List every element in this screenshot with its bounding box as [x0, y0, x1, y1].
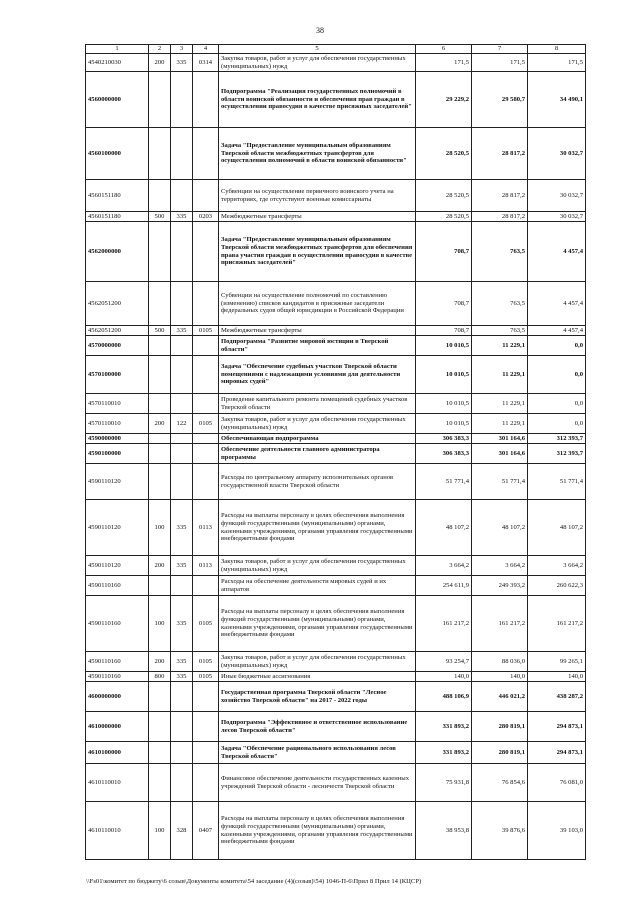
cell-col4: 0113	[193, 556, 219, 576]
cell-code: 4590110160	[86, 596, 149, 652]
cell-col3	[171, 764, 193, 802]
table-row	[86, 576, 586, 596]
cell-value-2: 29 580,7	[472, 72, 528, 128]
cell-value-2: 11 229,1	[472, 336, 528, 356]
table-row	[86, 414, 586, 434]
cell-col4: 0105	[193, 652, 219, 672]
cell-description: Задача "Обеспечение судебных участков Тверской области помещениями с надлежащими условиями для деятельности мировых судей"	[219, 356, 416, 394]
table-row	[86, 596, 586, 652]
header-cell: 8	[528, 45, 586, 54]
cell-value-2: 171,5	[472, 54, 528, 72]
cell-value-1: 75 931,8	[416, 764, 472, 802]
cell-value-2: 11 229,1	[472, 414, 528, 434]
cell-description: Государственная программа Тверской области "Лесное хозяйство Тверской области" на 2017 - 2022 годы	[219, 682, 416, 712]
cell-value-1: 10 010,5	[416, 336, 472, 356]
cell-value-2: 88 036,0	[472, 652, 528, 672]
cell-col2: 100	[149, 500, 171, 556]
cell-code: 4590100000	[86, 444, 149, 464]
cell-col4	[193, 336, 219, 356]
cell-col4	[193, 742, 219, 764]
cell-value-2: 51 771,4	[472, 464, 528, 500]
table-row	[86, 222, 586, 282]
cell-value-3: 312 393,7	[528, 434, 586, 444]
cell-description: Закупка товаров, работ и услуг для обеспечения государственных (муниципальных) нужд	[219, 556, 416, 576]
cell-code: 4562000000	[86, 222, 149, 282]
cell-col3	[171, 464, 193, 500]
table-row	[86, 556, 586, 576]
table-row	[86, 212, 586, 222]
cell-code: 4590110160	[86, 652, 149, 672]
cell-description: Межбюджетные трансферты	[219, 326, 416, 336]
cell-value-3: 30 032,7	[528, 128, 586, 180]
cell-col3	[171, 682, 193, 712]
cell-description: Финансовое обеспечение деятельности государственных казенных учреждений Тверской области - лесничеств Тверской области	[219, 764, 416, 802]
header-cell: 7	[472, 45, 528, 54]
cell-value-1: 28 520,5	[416, 212, 472, 222]
table-row	[86, 652, 586, 672]
header-cell: 6	[416, 45, 472, 54]
cell-col2	[149, 222, 171, 282]
cell-col2	[149, 434, 171, 444]
cell-col3: 335	[171, 596, 193, 652]
cell-code: 4590000000	[86, 434, 149, 444]
cell-value-3: 294 873,1	[528, 742, 586, 764]
cell-col3	[171, 222, 193, 282]
cell-col4	[193, 576, 219, 596]
cell-code: 4590110160	[86, 576, 149, 596]
cell-description: Расходы на выплаты персоналу в целях обеспечения выполнения функций государственными (муниципальными) органами, казенными учреждениями, органами управления государственными внебюджетными фондами	[219, 802, 416, 860]
cell-value-1: 93 254,7	[416, 652, 472, 672]
cell-description: Субвенции на осуществление полномочий по составлению (изменению) списков кандидатов в присяжные заседатели федеральных судов общей юрисдикции в Российской Федерации	[219, 282, 416, 326]
cell-value-1: 51 771,4	[416, 464, 472, 500]
cell-col2: 500	[149, 326, 171, 336]
cell-col4	[193, 464, 219, 500]
cell-col3: 335	[171, 326, 193, 336]
cell-code: 4590110120	[86, 464, 149, 500]
cell-code: 4560100000	[86, 128, 149, 180]
cell-col3: 335	[171, 212, 193, 222]
cell-value-2: 140,0	[472, 672, 528, 682]
cell-col3: 335	[171, 500, 193, 556]
cell-col2	[149, 764, 171, 802]
cell-value-1: 331 893,2	[416, 742, 472, 764]
cell-value-3: 99 265,1	[528, 652, 586, 672]
cell-col3: 335	[171, 672, 193, 682]
cell-code: 4610000000	[86, 712, 149, 742]
cell-col3	[171, 128, 193, 180]
cell-value-1: 48 107,2	[416, 500, 472, 556]
cell-value-3: 260 622,3	[528, 576, 586, 596]
cell-value-3: 39 103,0	[528, 802, 586, 860]
file-path-footer: \\Fs01\комитет по бюджету\6 созыв\Документы комитета\54 заседание (4)(созыв)\54) 1046-П-6\Прил 8 Прил 14 (КЦСР)	[86, 878, 422, 885]
cell-col3	[171, 356, 193, 394]
cell-col4: 0105	[193, 326, 219, 336]
cell-value-2: 28 817,2	[472, 212, 528, 222]
cell-col2	[149, 576, 171, 596]
cell-value-2: 39 876,6	[472, 802, 528, 860]
cell-description: Расходы по центральному аппарату исполнительных органов государственной власти Тверской области	[219, 464, 416, 500]
cell-value-2: 11 229,1	[472, 394, 528, 414]
cell-description: Закупка товаров, работ и услуг для обеспечения государственных (муниципальных) нужд	[219, 414, 416, 434]
cell-value-3: 3 664,2	[528, 556, 586, 576]
cell-col2	[149, 180, 171, 212]
cell-col4: 0407	[193, 802, 219, 860]
cell-col3	[171, 444, 193, 464]
cell-col2	[149, 742, 171, 764]
cell-value-1: 29 229,2	[416, 72, 472, 128]
cell-description: Расходы на обеспечение деятельности мировых судей и их аппаратов	[219, 576, 416, 596]
cell-code: 4570100000	[86, 356, 149, 394]
cell-col3	[171, 576, 193, 596]
cell-code: 4570110010	[86, 414, 149, 434]
table-row	[86, 326, 586, 336]
cell-code: 4570000000	[86, 336, 149, 356]
cell-col4	[193, 444, 219, 464]
cell-col3	[171, 394, 193, 414]
cell-code: 4610110010	[86, 764, 149, 802]
cell-description: Подпрограмма "Эффективное и ответственное использование лесов Тверской области"	[219, 712, 416, 742]
cell-col2	[149, 712, 171, 742]
cell-col2: 100	[149, 596, 171, 652]
cell-col4	[193, 712, 219, 742]
cell-value-3: 0,0	[528, 394, 586, 414]
cell-col2	[149, 336, 171, 356]
cell-description: Задача "Обеспечение рационального использования лесов Тверской области"	[219, 742, 416, 764]
cell-value-3: 4 457,4	[528, 326, 586, 336]
cell-col2	[149, 72, 171, 128]
cell-col3: 328	[171, 802, 193, 860]
cell-value-3: 0,0	[528, 414, 586, 434]
cell-value-3: 0,0	[528, 336, 586, 356]
cell-description: Подпрограмма "Реализация государственных полномочий в области воинской обязанности и обеспечения прав граждан в осуществлении правосудия в качестве присяжных заседателей"	[219, 72, 416, 128]
table-body	[86, 45, 586, 860]
cell-col3	[171, 282, 193, 326]
header-cell: 2	[149, 45, 171, 54]
cell-value-2: 28 817,2	[472, 180, 528, 212]
cell-col4: 0314	[193, 54, 219, 72]
budget-table	[85, 44, 586, 860]
header-cell: 4	[193, 45, 219, 54]
header-cell: 1	[86, 45, 149, 54]
cell-col4: 0203	[193, 212, 219, 222]
cell-description: Задача "Предоставление муниципальным образованиям Тверской области межбюджетных трансфертов для осуществления полномочий в области воинской обязанности"	[219, 128, 416, 180]
cell-col3	[171, 712, 193, 742]
table-row	[86, 282, 586, 326]
cell-col3: 335	[171, 54, 193, 72]
cell-value-3: 0,0	[528, 356, 586, 394]
cell-description: Расходы на выплаты персоналу в целях обеспечения выполнения функций государственными (муниципальными) органами, казенными учреждениями, органами управления государственными внебюджетными фондами	[219, 500, 416, 556]
cell-value-1: 38 953,8	[416, 802, 472, 860]
table-row	[86, 356, 586, 394]
cell-value-2: 280 819,1	[472, 712, 528, 742]
cell-col4	[193, 356, 219, 394]
table-row	[86, 444, 586, 464]
cell-col2: 200	[149, 414, 171, 434]
cell-col3	[171, 72, 193, 128]
cell-value-1: 10 010,5	[416, 356, 472, 394]
cell-description: Расходы на выплаты персоналу в целях обеспечения выполнения функций государственными (муниципальными) органами, казенными учреждениями, органами управления государственными внебюджетными фондами	[219, 596, 416, 652]
page-number: 38	[316, 26, 324, 35]
cell-description: Межбюджетные трансферты	[219, 212, 416, 222]
cell-col2	[149, 356, 171, 394]
cell-value-1: 10 010,5	[416, 414, 472, 434]
table-row	[86, 394, 586, 414]
cell-value-2: 301 164,6	[472, 444, 528, 464]
cell-col3: 335	[171, 652, 193, 672]
cell-value-3: 4 457,4	[528, 222, 586, 282]
cell-value-1: 161 217,2	[416, 596, 472, 652]
cell-col4	[193, 180, 219, 212]
cell-value-1: 488 106,9	[416, 682, 472, 712]
table-row	[86, 336, 586, 356]
cell-col2	[149, 128, 171, 180]
cell-code: 4560000000	[86, 72, 149, 128]
table-row	[86, 764, 586, 802]
cell-col3: 122	[171, 414, 193, 434]
cell-code: 4562051200	[86, 326, 149, 336]
cell-value-3: 30 032,7	[528, 180, 586, 212]
cell-value-2: 249 393,2	[472, 576, 528, 596]
table-row	[86, 672, 586, 682]
cell-col4	[193, 282, 219, 326]
cell-value-2: 280 819,1	[472, 742, 528, 764]
cell-col4	[193, 394, 219, 414]
cell-col4	[193, 128, 219, 180]
cell-value-1: 10 010,5	[416, 394, 472, 414]
cell-value-3: 30 032,7	[528, 212, 586, 222]
cell-value-2: 763,5	[472, 326, 528, 336]
table-row	[86, 500, 586, 556]
cell-description: Обеспечение деятельности главного администратора программы	[219, 444, 416, 464]
cell-code: 4590110160	[86, 672, 149, 682]
cell-value-2: 48 107,2	[472, 500, 528, 556]
cell-col4: 0113	[193, 500, 219, 556]
table-row	[86, 802, 586, 860]
cell-value-1: 708,7	[416, 282, 472, 326]
cell-code: 4600000000	[86, 682, 149, 712]
cell-value-1: 331 893,2	[416, 712, 472, 742]
table-row	[86, 128, 586, 180]
cell-value-1: 28 520,5	[416, 180, 472, 212]
cell-col2: 200	[149, 54, 171, 72]
cell-col4	[193, 434, 219, 444]
cell-value-2: 446 021,2	[472, 682, 528, 712]
cell-col4: 0105	[193, 672, 219, 682]
cell-value-2: 301 164,6	[472, 434, 528, 444]
cell-col3	[171, 180, 193, 212]
cell-col4	[193, 682, 219, 712]
cell-col3	[171, 336, 193, 356]
cell-col2	[149, 282, 171, 326]
cell-description: Иные бюджетные ассигнования	[219, 672, 416, 682]
cell-value-3: 312 393,7	[528, 444, 586, 464]
cell-description: Субвенции на осуществление первичного воинского учета на территориях, где отсутствуют военные комиссариаты	[219, 180, 416, 212]
cell-code: 4570110010	[86, 394, 149, 414]
header-cell: 5	[219, 45, 416, 54]
cell-col2: 200	[149, 652, 171, 672]
table-row	[86, 180, 586, 212]
cell-value-1: 254 611,9	[416, 576, 472, 596]
cell-code: 4590110120	[86, 500, 149, 556]
cell-col2	[149, 464, 171, 500]
cell-col2: 500	[149, 212, 171, 222]
cell-value-2: 161 217,2	[472, 596, 528, 652]
header-cell: 3	[171, 45, 193, 54]
cell-col2	[149, 444, 171, 464]
cell-value-3: 438 287,2	[528, 682, 586, 712]
table-row	[86, 434, 586, 444]
cell-col4	[193, 764, 219, 802]
cell-col4	[193, 222, 219, 282]
cell-col4: 0105	[193, 414, 219, 434]
cell-description: Обеспечивающая подпрограмма	[219, 434, 416, 444]
cell-value-1: 3 664,2	[416, 556, 472, 576]
cell-value-2: 28 817,2	[472, 128, 528, 180]
cell-value-3: 171,5	[528, 54, 586, 72]
cell-col2: 100	[149, 802, 171, 860]
cell-description: Задача "Предоставление муниципальным образованиям Тверской области межбюджетных трансфертов для обеспечения права участия граждан в осуществлении правосудия в качестве присяжных заседателей"	[219, 222, 416, 282]
cell-value-2: 763,5	[472, 222, 528, 282]
cell-value-3: 4 457,4	[528, 282, 586, 326]
cell-value-1: 708,7	[416, 326, 472, 336]
cell-col2	[149, 394, 171, 414]
cell-col2	[149, 682, 171, 712]
cell-value-3: 294 873,1	[528, 712, 586, 742]
cell-value-2: 763,5	[472, 282, 528, 326]
table-row	[86, 682, 586, 712]
cell-value-3: 51 771,4	[528, 464, 586, 500]
cell-value-3: 140,0	[528, 672, 586, 682]
cell-code: 4540210030	[86, 54, 149, 72]
cell-col3	[171, 742, 193, 764]
cell-value-3: 48 107,2	[528, 500, 586, 556]
cell-col3: 335	[171, 556, 193, 576]
cell-value-1: 171,5	[416, 54, 472, 72]
cell-value-3: 161 217,2	[528, 596, 586, 652]
cell-value-1: 306 383,3	[416, 434, 472, 444]
cell-description: Закупка товаров, работ и услуг для обеспечения государственных (муниципальных) нужд	[219, 54, 416, 72]
cell-value-2: 11 229,1	[472, 356, 528, 394]
cell-value-1: 28 520,5	[416, 128, 472, 180]
cell-code: 4610110010	[86, 802, 149, 860]
cell-code: 4560151180	[86, 212, 149, 222]
cell-description: Подпрограмма "Развитие мировой юстиции в Тверской области"	[219, 336, 416, 356]
cell-value-2: 76 854,6	[472, 764, 528, 802]
cell-code: 4560151180	[86, 180, 149, 212]
cell-description: Проведение капитального ремонта помещений судебных участков Тверской области	[219, 394, 416, 414]
table-row	[86, 742, 586, 764]
header-row	[86, 45, 586, 54]
cell-code: 4610100000	[86, 742, 149, 764]
cell-col4: 0105	[193, 596, 219, 652]
cell-code: 4590110120	[86, 556, 149, 576]
table-row	[86, 72, 586, 128]
cell-col2: 200	[149, 556, 171, 576]
cell-value-3: 34 490,1	[528, 72, 586, 128]
cell-value-1: 306 383,3	[416, 444, 472, 464]
table-row	[86, 712, 586, 742]
cell-value-1: 708,7	[416, 222, 472, 282]
cell-description: Закупка товаров, работ и услуг для обеспечения государственных (муниципальных) нужд	[219, 652, 416, 672]
cell-value-3: 76 081,0	[528, 764, 586, 802]
cell-value-2: 3 664,2	[472, 556, 528, 576]
cell-code: 4562051200	[86, 282, 149, 326]
table-row	[86, 464, 586, 500]
cell-col3	[171, 434, 193, 444]
cell-col4	[193, 72, 219, 128]
cell-value-1: 140,0	[416, 672, 472, 682]
cell-col2: 800	[149, 672, 171, 682]
table-row	[86, 54, 586, 72]
